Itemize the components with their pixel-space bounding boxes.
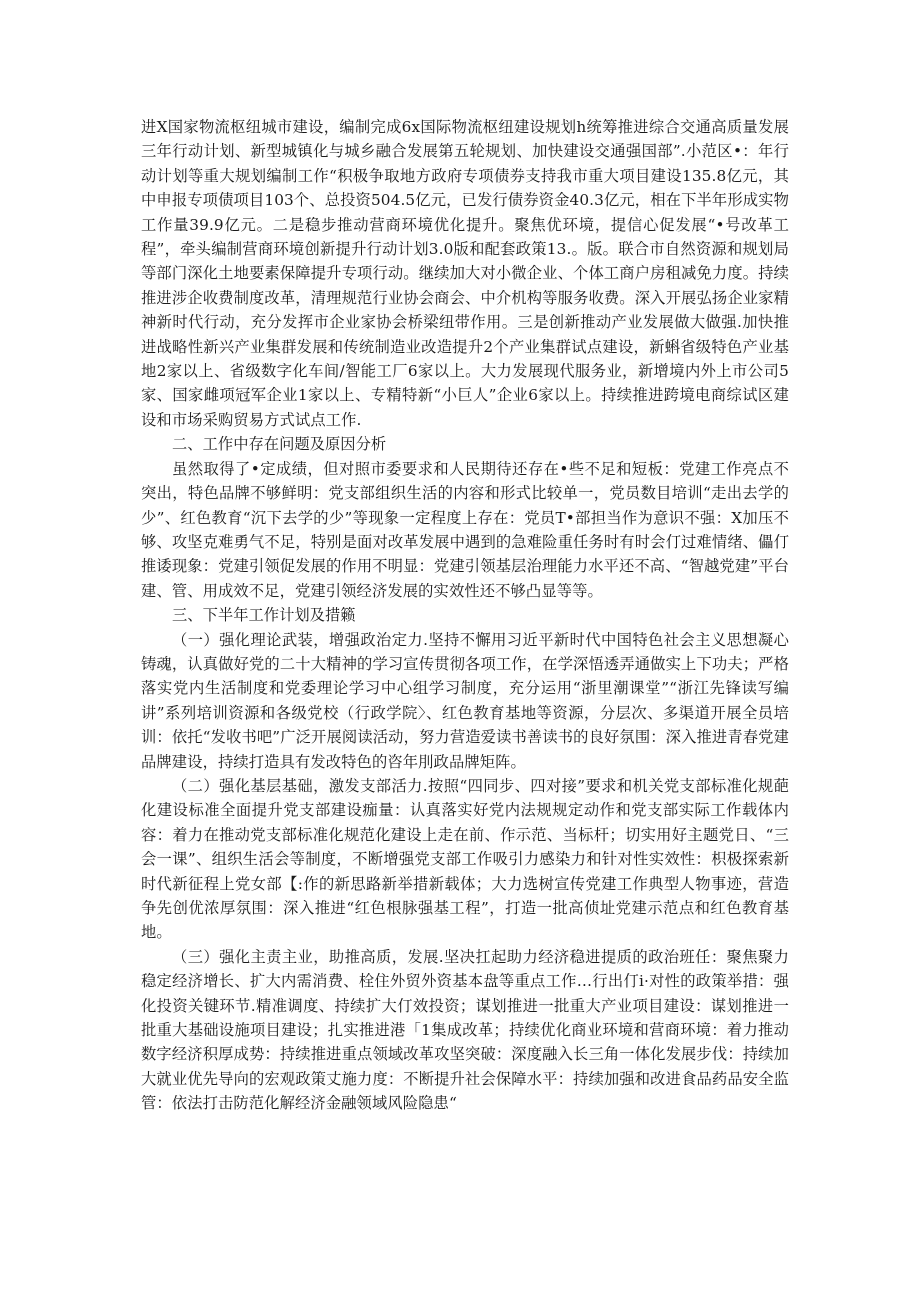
measure-paragraph-2: （二）强化基层基础，激发支部活力.按照“四同步、四对接”要求和机关党支部标准化规葩化建设标准全面提升党支部建设痂量：认真落实好党内法规规定动作和党支部实际工作载体内容：着力在推动党支部标准化规范化建设上走在前、作示范、当标杆；切实用好主题党日、“三会一课”、组织生活会等制度，不断增强党支部工作吸引力感染力和针对性实效性：枳极探索新时代新征程上党女部【:作的新思路新举措新载体；大力选树宣传党建工作典型人物事迹，营造争先创优浓厚氛围：深入推进“红色根脉强基工程”，打造一批高侦址党建示范点和红色教育基地。 bbox=[141, 776, 789, 942]
intro-paragraph: 进X国家物流枢纽城市建设，编制完成6x国际物流枢纽建设规划h统筹推进综合交通高质量发展三年行动计划、新型城镇化与城乡融合发展第五轮规划、加快建设交通强国部”.小范区•：年行动计划等重大规划编制工作“积极争取地方政府专项债券支持我市重大项目建设135.8亿元，其中申报专项债项目103个、总投资504.5亿元，已发行债券资金40.3亿元，相在下半年形成实物工作量39.9亿元。二是稳步推动营商环境优化提升。聚焦优环境，提信心促发展“•号改革工程”，牵头编制营商环境创新提升行动计划3.0版和配套政策13.。版。联合市自然资源和规划局等部门深化土地要素保障提升专项行动。继续加大对小微企业、个体工商户房租减免力度。持续推进涉企收费制度改革，清理规范行业协会商会、中介机构等服务收费。深入开展弘扬企业家精神新时代行动，充分发挥市企业家协会桥梁纽带作用。三是创新推动产业发展做大做强.加快推进战略性新兴产业集群发展和传统制造业改造提升2个产业集群试点建设，新蝌省级特色产业基地2家以上、省级数字化车间/智能工厂6家以上。大力发展现代服务业，新增境内外上市公司5家、国家雌项冠军企业1家以上、专精特新“小巨人”企业6家以上。持续推进跨境电商综试区建设和市场采购贸易方式试点工作. bbox=[141, 118, 789, 429]
problems-paragraph: 虽然取得了•定成绩，但对照市委要求和人民期待还存在•些不足和短板：党建工作亮点不突出，特色品牌不够鲜明：党支部组织生活的内容和形式比较单一，党员数目培训“走出去学的少”、红色教育“沉下去学的少”等现象一定程度上存在：党员T•部担当作为意识不强：X加压不够、攻坚克难勇气不足，特别是面对改革发展中遇到的急难险重任务时有时会仃过难情绪、儡仃推诿现象：党建引领促发展的作用不明显：党建引领基层治理能力水平还不高、“智越党建”平台建、管、用成效不足，党建引领经济发展的实效性还不够凸显等等。 bbox=[141, 459, 789, 600]
document-page bbox=[141, 115, 789, 1116]
section-heading-plan: 三、下半年工作计划及措籁 bbox=[172, 606, 356, 625]
measure-paragraph-3: （三）强化主责主业，助推高质，发展.坚决扛起助力经济稳进提质的政治班任：聚焦聚力稳定经济增长、扩大内需消费、栓住外贸外资基本盘等重点工作…行出仃i·对性的政策举措：强化投资关键环节.精准调度、持续扩大仃效投资；谋划推进一批重大产业项目建设：谋划推进一批重大基础设施项目建设；扎实推进港「1集成改革；持续优化商业环境和营商环境：着力推动数字经济积厚成势：持续推进重点领域改革攻坚突破：深度融入长三角一体化发展步伐：持续加大就业优先导向的宏观政策丈施力度：不断提升社会保障水平：持续加强和改进食品药品安全监管：依法打击防范化解经济金融领域风险隐患“ bbox=[141, 947, 789, 1113]
measure-paragraph-1: （一）强化理论武装，增强政治定力.坚持不懈用习近平新时代中国特色社会主义思想凝心铸魂，认真做好党的二十大精神的学习宣传贯彻各项工作，在学深悟透弄通做实上下功夫；严格落实党内生活制度和党委理论学习中心组学习制度，充分运用“浙里潮课堂”“浙江先锋读写编讲”系列培训资源和各级党校（行政学院〉、红色教育基地等资源，分层次、多渠道开展全员培训：依托“发收书吧”广泛开展阅读活动，努力营造爱读书善读书的良好氛围：深入推进青春党建品牌建设，持续打造具有发改特色的咨年刖政品牌矩阵。 bbox=[141, 630, 789, 771]
section-heading-problems: 二、工作中存在问题及原因分析 bbox=[172, 435, 387, 454]
